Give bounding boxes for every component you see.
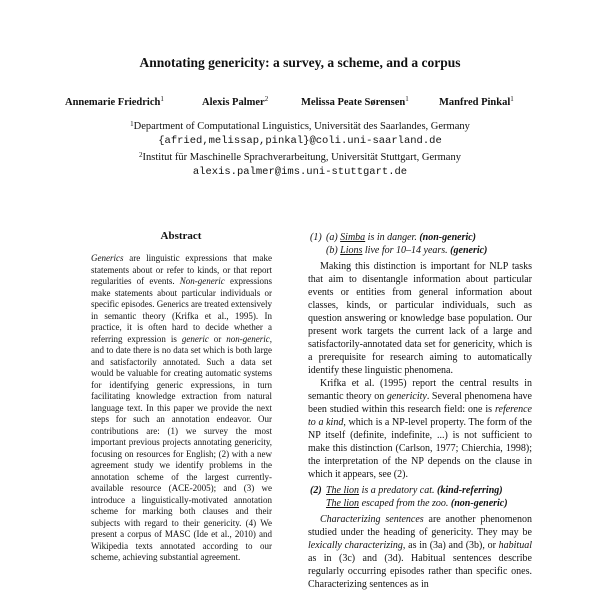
affiliation-2	[0, 150, 600, 180]
affil-mark: 2	[139, 151, 143, 159]
author-affil-mark: 1	[160, 95, 164, 103]
example-text: is in danger.	[365, 232, 420, 243]
right-column	[308, 231, 532, 591]
affil-mark: 1	[130, 120, 134, 128]
paper-title: Annotating genericity: a survey, a scheme, and a corpus	[139, 55, 461, 70]
author-1	[65, 97, 164, 108]
example-2	[308, 484, 532, 510]
paragraph-text: . Several phenomena have been studied within this research field: one is	[308, 391, 532, 415]
author-name: Melissa Peate Sørensen	[301, 97, 406, 108]
paragraph-text: , which is a NP-level property. The form of the NP itself (definite, indefinite, ...) is not sufficient to make this distinction (Carlson, 1977; Chierchia, 1998); the interpretation of the NP depends on the clause in which it appears, see (2).	[308, 417, 532, 480]
abstract-text: or	[208, 333, 227, 344]
abstract-text: expressions make statements about particular individuals or specific episodes. Generics are treated extensively in semantic theory (Krifka et al., 1995). In practice, it is often hard to decide whether a referring expression is	[91, 276, 272, 344]
example-subject: The lion	[326, 485, 360, 496]
abstract-heading: Abstract	[160, 230, 202, 242]
affil-email: alexis.palmer@ims.uni-stuttgart.de	[192, 166, 408, 178]
author-name: Annemarie Friedrich	[65, 97, 161, 108]
paragraph-text: as in (3c) and (3d). Habitual sentences describe regularly occurring episodes rather than specific ones. Characterizing sentences as in	[308, 553, 532, 590]
paragraph-text: , as in (3a) and (3b), or	[402, 540, 499, 551]
paragraph-emphasis: habitual	[498, 540, 532, 551]
abstract-emphasis: Non-generic	[179, 276, 225, 286]
affiliation-1	[0, 119, 600, 149]
example-number: (1)	[310, 232, 322, 243]
body-paragraph-1: Making this distinction is important for NLP tasks that aim to disentangle information about particular events or entities from general information about classes, kinds, or particular individuals, such as question answering or knowledge base population. Our present work targets the current lack of a large and satisfactorily-annotated data set for genericity, which is a prerequisite for research aiming to automatically identify these linguistic phenomena.	[308, 261, 532, 376]
example-subject: Simba	[340, 232, 366, 243]
paragraph-text: Krifka et al. (1995) report the central results in semantic theory on	[308, 378, 532, 402]
paragraph-emphasis: Characterizing sentences	[320, 514, 424, 525]
author-affil-mark: 1	[405, 95, 409, 103]
example-tag: (non-generic)	[450, 498, 508, 509]
example-tag: (non-generic)	[419, 232, 477, 243]
paragraph-emphasis: reference to a kind	[308, 404, 532, 428]
example-subject: Lions	[340, 245, 363, 256]
body-paragraph-3	[308, 513, 532, 591]
abstract-emphasis: Generics	[91, 253, 124, 263]
paragraph-text: are another phenomenon studied under the heading of genericity. They may be	[308, 514, 532, 538]
example-1	[308, 231, 532, 257]
paragraph-emphasis: lexically characterizing	[308, 540, 403, 551]
author-name: Alexis Palmer	[202, 97, 265, 108]
example-number: (2)	[310, 485, 322, 496]
author-name: Manfred Pinkal	[439, 97, 511, 108]
abstract-emphasis: generic	[181, 333, 209, 344]
example-tag: (generic)	[450, 245, 488, 256]
abstract-text: are linguistic expressions that make statements about or refer to kinds, or that report regularities of events.	[91, 253, 272, 286]
example-tag: (kind-referring)	[437, 485, 503, 496]
paragraph-emphasis: genericity	[386, 391, 427, 402]
example-label: (a)	[326, 232, 338, 243]
author-list	[0, 97, 600, 113]
author-4	[439, 97, 514, 108]
affil-institution: Department of Computational Linguistics, Universität des Saarlandes, Germany	[133, 121, 470, 132]
abstract-emphasis: non-generic	[226, 333, 270, 344]
author-2	[202, 97, 268, 108]
author-3	[301, 97, 409, 108]
author-affil-mark: 1	[510, 95, 514, 103]
author-affil-mark: 2	[264, 95, 269, 103]
affil-email: {afried,melissap,pinkal}@coli.uni-saarland.de	[158, 135, 442, 147]
example-text: is a predatory cat.	[359, 485, 438, 496]
abstract-text: , and to date there is no data set which is both large and satisfactorily annotated. Such a data set would be valuable for creating automatic systems for identifying generic expressions, in turn facilitating knowledge extraction from natural language text. In this paper we provide the next steps for such an annotation endeavor. Our contributions are: (1) we survey the most important previous projects annotating genericity, focusing on resources for English; (2) with a new agreement study we identify problems in the annotation scheme of the largest currently-available resource (ACE-2005); and (3) we introduce a linguistically-motivated annotation scheme for marking both clauses and their subjects with regard to their genericity. (4) We present a corpus of MASC (Ide et al., 2010) and Wikipedia texts annotated according to our scheme, achieving substantial agreement.	[91, 333, 272, 562]
affil-institution: Institut für Maschinelle Sprachverarbeitung, Universität Stuttgart, Germany	[142, 152, 461, 163]
abstract-body	[91, 253, 272, 564]
example-subject: The lion	[326, 498, 360, 509]
example-label: (b)	[326, 245, 338, 256]
example-text: live for 10–14 years.	[362, 245, 451, 256]
example-text: escaped from the zoo.	[359, 498, 451, 509]
body-paragraph-2	[308, 377, 532, 481]
